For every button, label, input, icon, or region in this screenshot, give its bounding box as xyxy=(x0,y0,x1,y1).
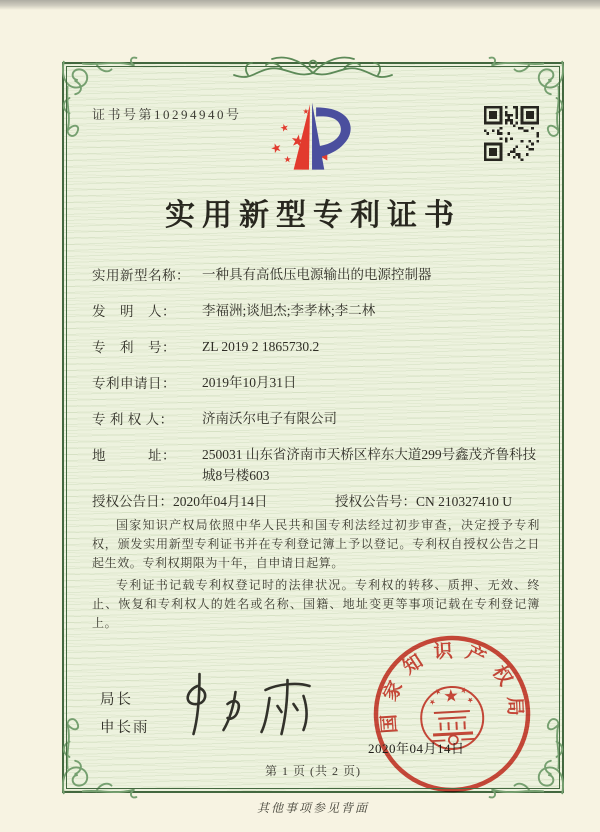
seal-date: 2020年04月14日 xyxy=(368,741,465,756)
field-row-patentee xyxy=(92,408,540,431)
field-row-patent-number xyxy=(92,336,540,359)
footer-note: 其他事项参见背面 xyxy=(256,801,369,815)
legal-paragraph-2: 专利证书记载专利权登记时的法律状况。专利权的转移、质押、无效、终止、恢复和专利权人的姓名或名称、国籍、地址变更等事项记载在专利登记簿上。 xyxy=(92,578,540,630)
grant-row xyxy=(92,490,552,513)
page-info: 第 1 页 (共 2 页) xyxy=(265,764,361,778)
field-value: 一种具有高低压电源输出的电源控制器 xyxy=(202,267,432,282)
field-value: 济南沃尔电子有限公司 xyxy=(202,411,337,426)
field-value: 250031 山东省济南市天桥区梓东大道299号鑫茂齐鲁科技城8号楼603 xyxy=(202,447,537,483)
certificate-number: 证书号第10294940号 xyxy=(92,107,242,122)
field-label: 发 明 人： xyxy=(92,304,176,319)
field-label: 专 利 权 人： xyxy=(92,412,174,427)
qr-code xyxy=(484,106,539,161)
cnipa-logo xyxy=(260,96,362,178)
field-value: 李福洲;谈旭杰;李孝林;李二林 xyxy=(202,303,376,318)
signer-name: 申长雨 xyxy=(100,720,150,736)
signer-block xyxy=(100,686,150,742)
grant-number: 授权公告号：CN 210327410 U xyxy=(335,494,513,509)
field-label: 专利申请日： xyxy=(92,376,176,391)
photo-top-edge xyxy=(0,0,600,10)
certificate-title: 实用新型专利证书 xyxy=(165,199,461,232)
top-center-crest xyxy=(218,45,408,83)
field-list xyxy=(92,264,540,499)
field-value: 2019年10月31日 xyxy=(202,375,297,390)
field-label: 实用新型名称： xyxy=(92,268,190,283)
legal-paragraph-1: 国家知识产权局依照中华人民共和国专利法经过初步审查，决定授予专利权，颁发实用新型专利证书并在专利登记簿上予以登记。专利权自授权公告之日起生效。专利权期限为十年，自申请日起算。 xyxy=(92,518,540,570)
svg-text:国家知识产权局 xyxy=(374,635,527,734)
legal-text xyxy=(92,516,540,636)
field-row-filing-date xyxy=(92,372,540,395)
field-row-address xyxy=(92,444,540,486)
grant-date: 授权公告日：2020年04月14日 xyxy=(92,494,268,509)
seal-text: 国家知识产权局 xyxy=(378,640,526,735)
signer-title: 局长 xyxy=(100,692,133,708)
field-label: 地 址： xyxy=(92,448,176,463)
field-label: 专 利 号： xyxy=(92,340,176,355)
field-value: ZL 2019 2 1865730.2 xyxy=(202,339,320,354)
field-row-inventors xyxy=(92,300,540,323)
decorative-frame xyxy=(62,62,564,793)
corner-flourish-top-left xyxy=(58,56,144,142)
field-row-patent-name xyxy=(92,264,540,287)
director-signature xyxy=(166,668,348,748)
